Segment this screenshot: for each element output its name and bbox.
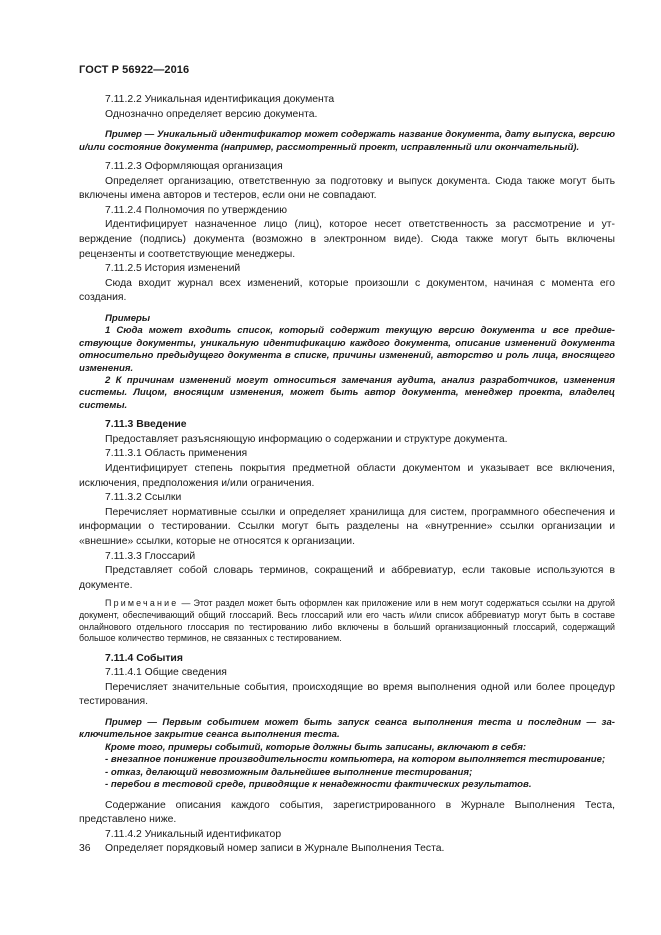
body-paragraph: Определяет организацию, ответственную за подготовку и выпуск документа. Сюда также могут быть включены имена авторов и тестеров, если они не совпадают. bbox=[79, 175, 615, 202]
example-list-item: - отказ, делающий невозможным дальнейшее выполнение тестирования; bbox=[105, 766, 473, 778]
document-header: ГОСТ Р 56922—2016 bbox=[79, 64, 190, 76]
example-list-item: - перебои в тестовой среде, приводящие к ненадежности фактических результатов. bbox=[105, 779, 532, 791]
subsection-title: 7.11.3.1 Область применения bbox=[105, 448, 248, 460]
section-title: 7.11.4 События bbox=[105, 652, 183, 664]
note-paragraph bbox=[79, 598, 615, 644]
body-paragraph: Идентифицирует назначенное лицо (лиц), которое несет ответственность за рассмотрение и утверждение (подпись) документа (возможно в электронном виде). Сюда также могут быть включены рецензенты и соответствующие менеджеры. bbox=[79, 219, 615, 260]
subsection-title: 7.11.2.4 Полномочия по утверждению bbox=[105, 204, 288, 216]
body-paragraph: Содержание описания каждого события, зарегистрированного в Журнале Выполнения Теста, представлено ниже. bbox=[79, 799, 615, 826]
body-paragraph: Представляет собой словарь терминов, сокращений и аббревиатур, если таковые используются в документе. bbox=[79, 565, 615, 591]
example-paragraph: Кроме того, примеры событий, которые должны быть записаны, включают в себя: bbox=[105, 741, 527, 753]
body-paragraph: Перечисляет значительные события, происходящие во время выполнения одной или более процедур тестирования. bbox=[79, 681, 615, 708]
body-paragraph: Идентифицирует степень покрытия предметной области документом и указывает все включения, исключения, предположения и/или ограничения. bbox=[79, 462, 615, 489]
body-paragraph: Сюда входит журнал всех изменений, которые произошли с документом, начиная с момента его создания. bbox=[79, 277, 615, 304]
document-body bbox=[79, 93, 615, 857]
example-paragraph: Пример — Уникальный идентификатор может содержать название документа, дату выпуска, версию и/или состояние документа (например, рассмотренный проект, исправленный или окончательный). bbox=[79, 129, 615, 153]
example-paragraph: 1 Сюда может входить список, который содержит текущую версию документа и все предшествующие документы, уникальную идентификацию каждого документа, описание изменений документа относительно предыдущего документа в списке, причины изменений, авторство и роль лица, вносящего изменения. bbox=[79, 325, 615, 374]
section-title: 7.11.3 Введение bbox=[105, 419, 187, 431]
body-paragraph: Предоставляет разъясняющую информацию о содержании и структуре документа. bbox=[105, 433, 508, 445]
example-list-item: - внезапное понижение производительности компьютера, на котором выполняется тестирование; bbox=[105, 754, 606, 766]
body-paragraph: Определяет порядковый номер записи в Журнале Выполнения Теста. bbox=[105, 843, 445, 855]
example-paragraph: 2 К причинам изменений могут относиться замечания аудита, анализ разработчиков, изменения системы. Лицом, вносящим изменения, может быть автор документа, менеджер проекта, владелец системы. bbox=[79, 374, 615, 411]
subsection-title: 7.11.2.3 Оформляющая организация bbox=[105, 161, 283, 172]
page-number: 36 bbox=[79, 843, 91, 854]
subsection-title: 7.11.3.3 Глоссарий bbox=[105, 550, 196, 562]
subsection-title: 7.11.2.2 Уникальная идентификация документа bbox=[105, 94, 335, 105]
subsection-title: 7.11.3.2 Ссылки bbox=[105, 492, 182, 504]
example-paragraph: Пример — Первым событием может быть запуск сеанса выполнения теста и последним — заключительное закрытие сеанса выполнения теста. bbox=[79, 717, 615, 741]
note-label: Примечание bbox=[105, 598, 179, 609]
subsection-title: 7.11.4.1 Общие сведения bbox=[105, 667, 227, 679]
examples-heading: Примеры bbox=[105, 312, 151, 324]
body-paragraph: Перечисляет нормативные ссылки и определяет хранилища для систем, программного обеспечения и информации о тестировании. Ссылки могут быть разделены на «внутренние» ссылки организации и «внешние» ссылки, которые не относятся к организации. bbox=[79, 506, 615, 547]
subsection-title: 7.11.2.5 История изменений bbox=[105, 263, 241, 275]
body-paragraph: Однозначно определяет версию документа. bbox=[105, 108, 318, 120]
subsection-title: 7.11.4.2 Уникальный идентификатор bbox=[105, 828, 282, 840]
note-text: — Этот раздел может быть оформлен как приложение или в нем могут содержаться ссылки на другой документ, обеспечивающий общий глоссарий. Весь глоссарий или его часть и/или список аббревиатур могут быть в составе онлайнового отдельного глоссария по тестированию либо включены в больший организационный глоссарий, содержащий большое количество терминов, не связанных с тестированием. bbox=[79, 598, 615, 644]
